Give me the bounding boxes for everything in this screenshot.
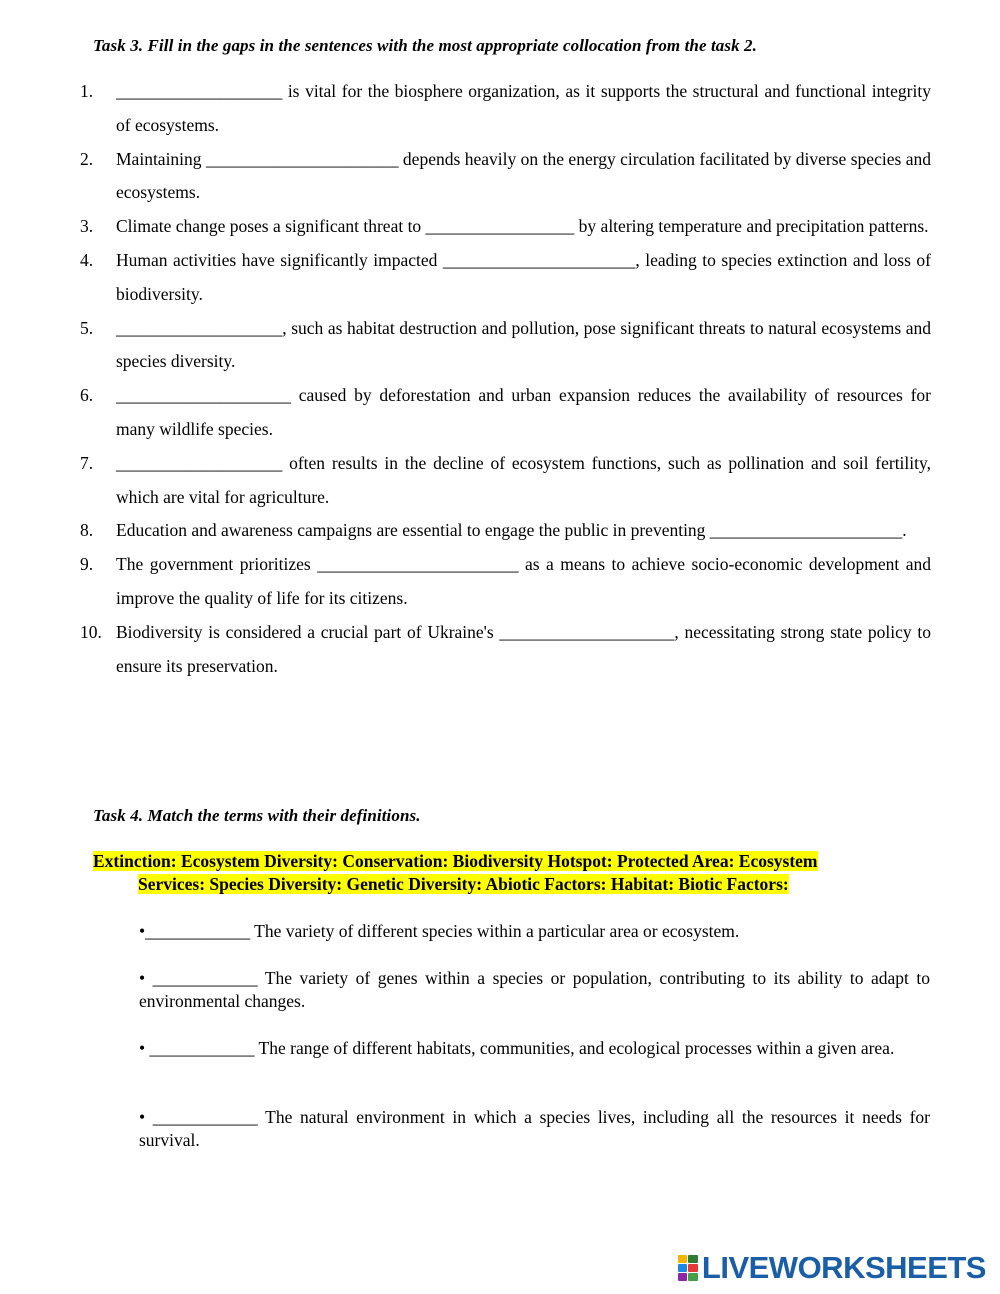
list-item [80,616,931,684]
definition-item: • ____________ The variety of genes within a species or population, contributing to its ability to adapt to environmental changes. [139,968,930,1011]
item-number: 8. [80,520,94,541]
list-item [80,447,931,515]
sentence-text: Human activities have significantly impacted ______________________, leading to species extinction and loss of biodiversity. [116,249,931,304]
logo-tile [688,1255,698,1263]
logo-tile [688,1264,698,1272]
sentence-text: ___________________ often results in the decline of ecosystem functions, such as pollination and soil fertility, which are vital for agriculture. [116,452,931,507]
logo-icon [678,1255,698,1281]
logo-tile [678,1264,688,1272]
item-number: 3. [80,216,94,237]
item-number: 1. [80,81,94,101]
task4-title: Task 4. Match the terms with their definitions. [93,806,421,825]
sentence-text: Biodiversity is considered a crucial part of Ukraine's ____________________, necessitating strong state policy to ensure its preservation. [116,621,931,676]
gap-fill-list [80,75,931,683]
list-item [80,75,931,143]
list-item [80,244,931,312]
list-item [80,210,931,244]
logo-tile [688,1273,698,1281]
list-item [80,143,931,211]
definition-item: •____________ The variety of different species within a particular area or ecosystem. [139,921,740,941]
item-number: 5. [80,317,94,338]
item-number: 2. [80,148,94,169]
logo-tile [678,1273,688,1281]
item-number: 7. [80,452,94,473]
sentence-text: The government prioritizes _______________________ as a means to achieve socio-economic development and improve the quality of life for its citizens. [116,554,931,608]
item-number: 9. [80,554,94,575]
item-number: 6. [80,385,94,406]
logo-tile [678,1255,688,1263]
liveworksheets-logo [678,1250,986,1286]
definition-item: • ____________ The range of different habitats, communities, and ecological processes within a given area. [139,1038,895,1058]
sentence-text: Maintaining ______________________ depends heavily on the energy circulation facilitated by diverse species and ecosystems. [116,148,931,203]
brand-name: LIVEWORKSHEETS [701,1250,986,1285]
definition-item: • ____________ The natural environment in which a species lives, including all the resources it needs for survival. [139,1107,930,1150]
sentence-text: Education and awareness campaigns are essential to engage the public in preventing ______________________. [116,520,907,541]
item-number: 4. [80,249,94,270]
sentence-text: ___________________ is vital for the biosphere organization, as it supports the structural and functional integrity of ecosystems. [116,81,931,135]
sentence-text: Climate change poses a significant threat to _________________ by altering temperature and precipitation patterns. [116,216,929,237]
sentence-text: ___________________, such as habitat destruction and pollution, pose significant threats to natural ecosystems and species diversity. [116,317,931,372]
list-item [80,514,931,548]
sentence-text: ____________________ caused by deforestation and urban expansion reduces the availability of resources for many wildlife species. [116,385,931,439]
task3-title: Task 3. Fill in the gaps in the sentences with the most appropriate collocation from the task 2. [93,36,758,55]
term-bank-line: Extinction: Ecosystem Diversity: Conservation: Biodiversity Hotspot: Protected Area: Ecosystem [93,851,818,871]
list-item [80,312,931,380]
item-number: 10. [80,621,102,642]
list-item [80,548,931,616]
term-bank-line: Services: Species Diversity: Genetic Diversity: Abiotic Factors: Habitat: Biotic Factors: [138,874,789,894]
list-item [80,379,931,447]
term-bank [93,850,930,896]
